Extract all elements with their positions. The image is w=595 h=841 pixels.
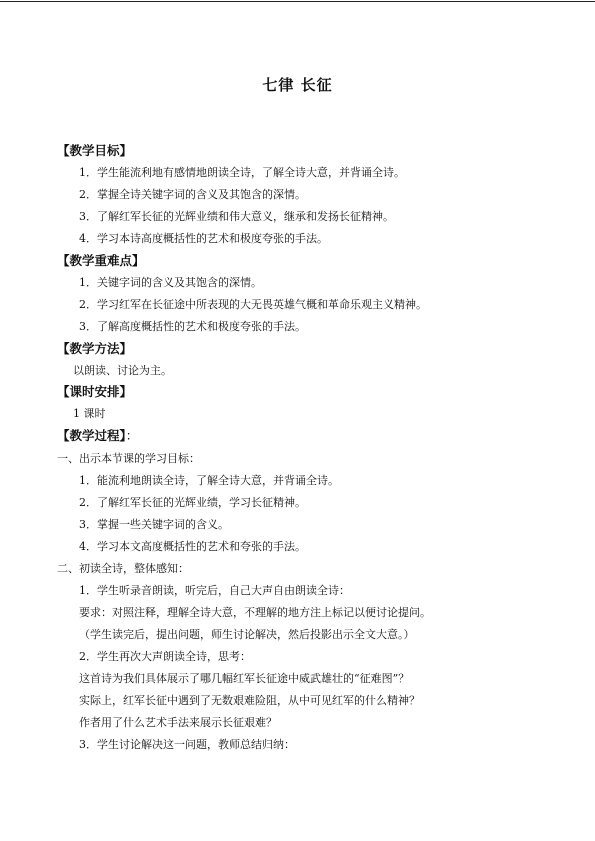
heading-process: [57, 428, 138, 444]
process-part1-item-2: 2．了解红军长征的光辉业绩，学习长征精神。: [79, 496, 306, 509]
process-part1-item-4: 4．学习本文高度概括性的艺术和夸张的手法。: [79, 540, 306, 553]
process-part2-question-2: 实际上，红军长征中遇到了无数艰难险阻，从中可见红军的什么精神？: [79, 694, 420, 707]
process-part2-step1: 1．学生听录音朗读，听完后，自己大声自由朗读全诗：: [79, 584, 350, 597]
top-rule: [0, 1, 595, 2]
schedule-text: 1 课时: [73, 407, 106, 420]
process-part2-step3: 3．学生讨论解决这一问题，教师总结归纳：: [79, 738, 295, 751]
process-part2-question-1: 这首诗为我们具体展示了哪几幅红军长征途中威武雄壮的“征难图”？: [79, 672, 410, 685]
goal-item-1: 1．学生能流利地有感情地朗读全诗，了解全诗大意，并背诵全诗。: [79, 166, 405, 179]
heading-method: 【教学方法】: [57, 341, 133, 356]
goal-item-4: 4．学习本诗高度概括性的艺术和极度夸张的手法。: [79, 232, 328, 245]
process-part2-step2: 2．学生再次大声朗读全诗，思考：: [79, 650, 251, 663]
heading-process-label: 【教学过程】: [57, 428, 126, 443]
process-part2-note: （学生读完后，提出问题，师生讨论解决，然后投影出示全文大意。）: [79, 628, 415, 641]
key-point-item-2: 2．学习红军在长征途中所表现的大无畏英雄气概和革命乐观主义精神。: [79, 298, 427, 311]
page-title: 七律 长征: [262, 76, 333, 94]
heading-goals: 【教学目标】: [57, 143, 133, 158]
heading-process-colon: ：: [125, 428, 139, 443]
process-part1-label: 一、出示本节课的学习目标：: [57, 452, 200, 465]
goal-item-3: 3．了解红军长征的光辉业绩和伟大意义，继承和发扬长征精神。: [79, 210, 394, 223]
process-part2-question-3: 作者用了什么艺术手法来展示长征艰难？: [79, 716, 277, 729]
method-text: 以朗读、讨论为主。: [73, 364, 172, 377]
key-point-item-1: 1．关键字词的含义及其饱含的深情。: [79, 276, 262, 289]
process-part2-requirement: 要求：对照注释，理解全诗大意，不理解的地方注上标记以便讨论提问。: [79, 606, 431, 619]
goal-item-2: 2．掌握全诗关键字词的含义及其饱含的深情。: [79, 188, 306, 201]
key-point-item-3: 3．了解高度概括性的艺术和极度夸张的手法。: [79, 320, 306, 333]
process-part2-label: 二、初读全诗，整体感知：: [57, 562, 189, 575]
heading-schedule: 【课时安排】: [57, 384, 133, 399]
process-part1-item-3: 3．掌握一些关键字词的含义。: [79, 518, 229, 531]
process-part1-item-1: 1．能流利地朗读全诗，了解全诗大意，并背诵全诗。: [79, 474, 339, 487]
heading-key-points: 【教学重难点】: [57, 253, 145, 268]
